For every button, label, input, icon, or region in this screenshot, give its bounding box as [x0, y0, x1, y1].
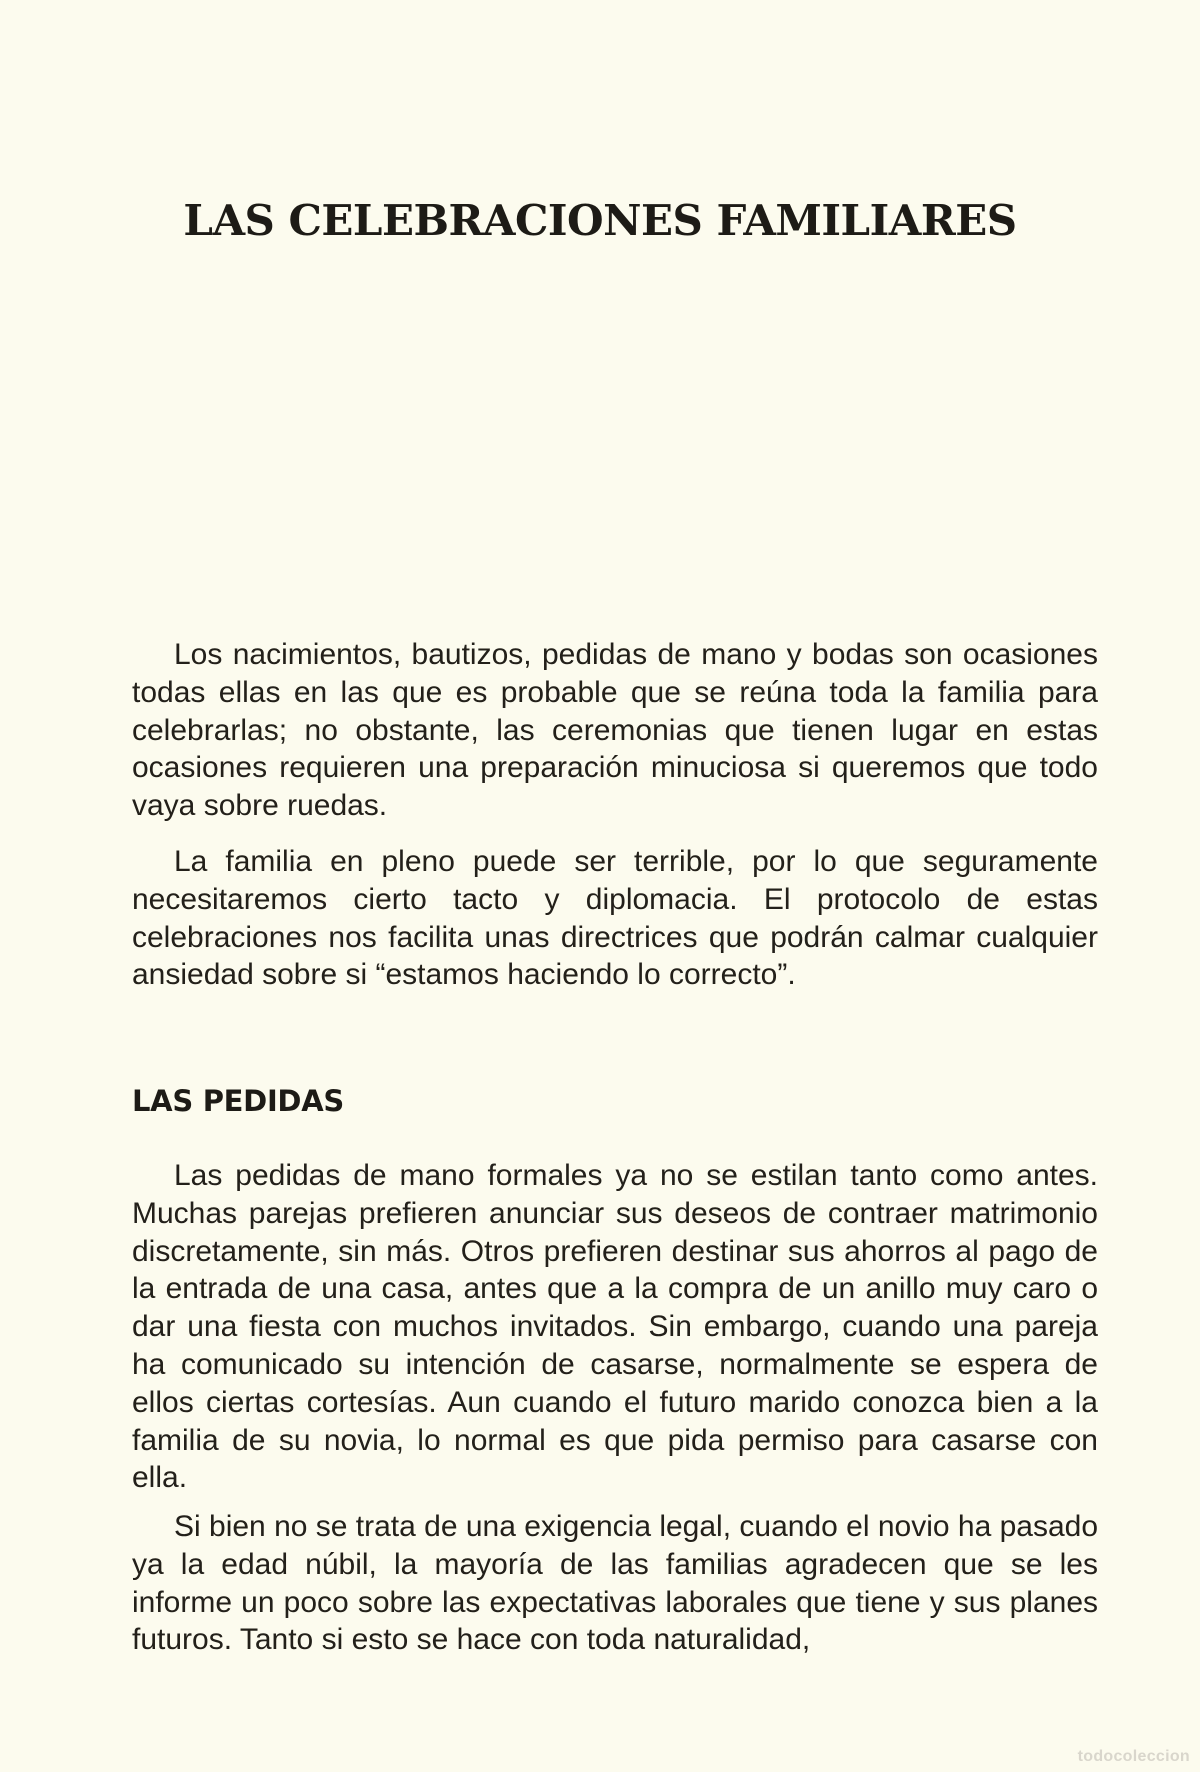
- watermark: todocoleccion: [1077, 1748, 1190, 1765]
- chapter-title: LAS CELEBRACIONES FAMILIARES: [183, 196, 1017, 245]
- section-paragraph-2-block: [132, 1508, 1098, 1659]
- intro-paragraph: La familia en pleno puede ser terrible, por lo que seguramente necesitaremos cierto tacto y diplomacia. El protocolo de estas celebraciones nos facilita unas directrices que podrán calmar cualquier ansiedad sobre si “estamos haciendo lo correcto”.: [132, 845, 1098, 992]
- section-paragraph: Si bien no se trata de una exigencia legal, cuando el novio ha pasado ya la edad núbil, la mayoría de las familias agradecen que se les informe un poco sobre las expectativas laborales que tiene y sus planes futuros. Tanto si esto se hace con toda naturalidad,: [132, 1510, 1099, 1657]
- intro-paragraph-1-block: [132, 636, 1098, 825]
- section-paragraph: Las pedidas de mano formales ya no se estilan tanto como antes. Muchas parejas prefieren anunciar sus deseos de contraer matrimonio discretamente, sin más. Otros prefieren destinar sus ahorros al pago de la entrada de una casa, antes que a la compra de un anillo muy caro o dar una fiesta con muchos invitados. Sin embargo, cuando una pareja ha comunicado su intención de casarse, normalmente se espera de ellos ciertas cortesías. Aun cuando el futuro marido conozca bien a la familia de su novia, lo normal es que pida permiso para casarse con ella.: [132, 1159, 1098, 1495]
- section-paragraph-1-block: [132, 1157, 1098, 1497]
- intro-paragraph-2-block: [132, 843, 1098, 994]
- section-heading: LAS PEDIDAS: [132, 1084, 344, 1118]
- intro-paragraph: Los nacimientos, bautizos, pedidas de mano y bodas son ocasiones todas ellas en las que es probable que se reúna toda la familia para celebrarlas; no obstante, las ceremonias que tienen lugar en estas ocasiones requieren una preparación minuciosa si queremos que todo vaya sobre ruedas.: [132, 638, 1098, 823]
